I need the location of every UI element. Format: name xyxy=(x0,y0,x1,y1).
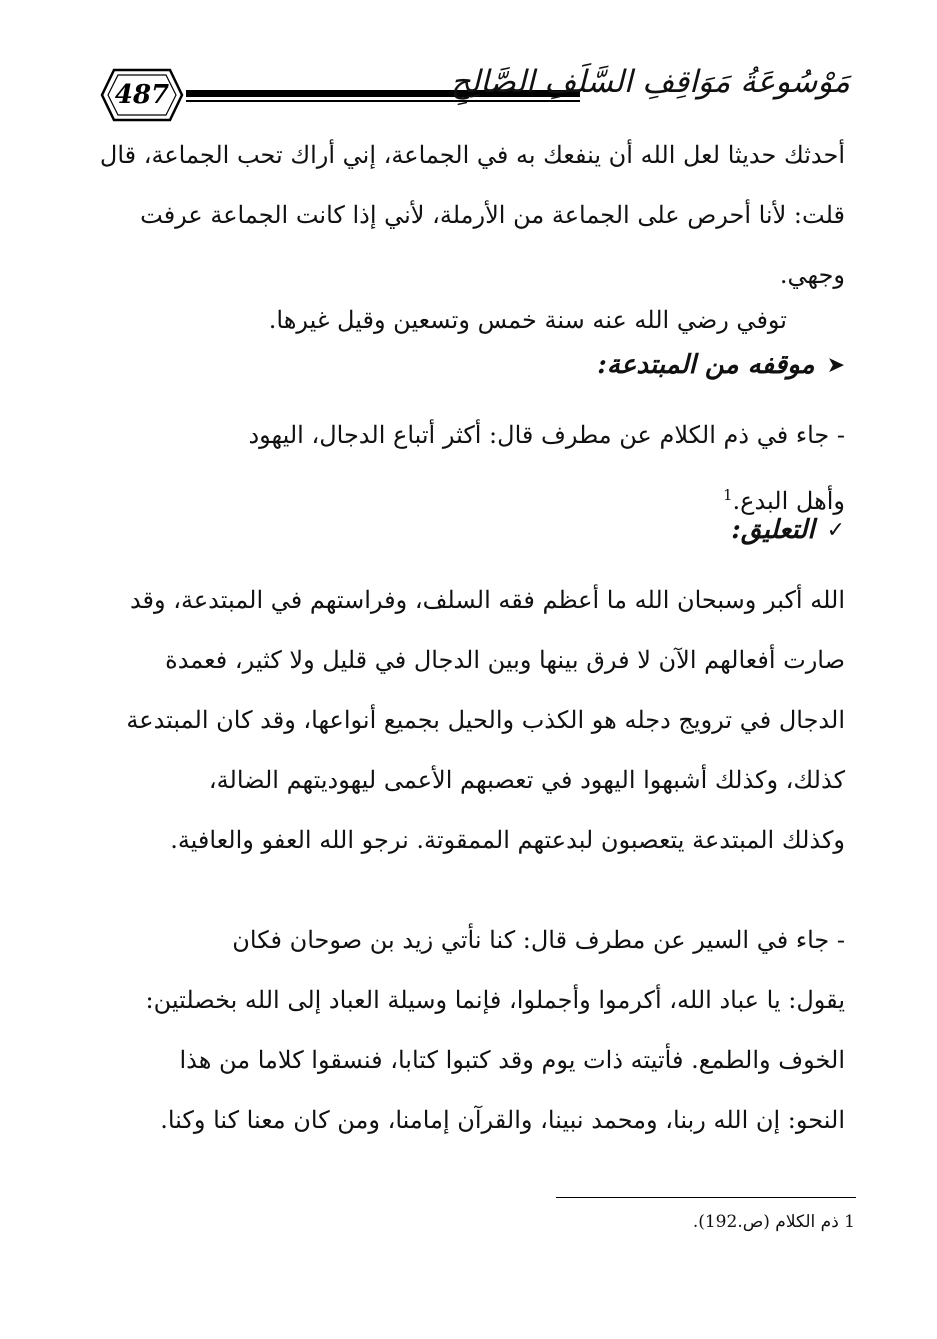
arrowhead-icon: ➤ xyxy=(826,352,845,378)
text-line: - جاء في السير عن مطرف قال: كنا نأتي زيد بن صوحان فكان xyxy=(232,926,845,954)
paragraph-1 xyxy=(100,125,845,305)
page-number: 487 xyxy=(114,80,170,110)
heading-text: التعليق: xyxy=(731,515,815,545)
paragraph-5 xyxy=(100,910,845,1150)
footnote-number: 1 xyxy=(844,1212,855,1232)
text-line-content: وأهل البدع. xyxy=(732,487,845,515)
text-line: الله أكبر وسبحان الله ما أعظم فقه السلف، وفراستهم في المبتدعة، وقد xyxy=(129,586,845,614)
section-heading-stance xyxy=(597,350,845,380)
page-number-badge xyxy=(100,66,184,124)
header-rule-thin xyxy=(186,100,580,102)
footnote-text: ذم الكلام (ص.192). xyxy=(692,1212,839,1232)
paragraph-3 xyxy=(100,405,845,525)
paragraph-2 xyxy=(100,290,787,350)
text-line: - جاء في ذم الكلام عن مطرف قال: أكثر أتباع الدجال، اليهود xyxy=(248,421,845,449)
text-line: أحدثك حديثا لعل الله أن ينفعك به في الجماعة، إني أراك تحب الجماعة، قال xyxy=(99,141,845,169)
footnote xyxy=(693,1212,855,1232)
heading-text: موقفه من المبتدعة: xyxy=(597,350,815,380)
text-line: وكذلك المبتدعة يتعصبون لبدعتهم الممقوتة. نرجو الله العفو والعافية. xyxy=(170,826,845,854)
section-heading-commentary xyxy=(731,515,845,545)
text-line: يقول: يا عباد الله، أكرموا وأجملوا، فإنما وسيلة العباد إلى الله بخصلتين: xyxy=(145,986,845,1014)
text-line: وجهي. xyxy=(779,261,845,289)
text-line: صارت أفعالهم الآن لا فرق بينها وبين الدجال في قليل ولا كثير، فعمدة xyxy=(165,646,845,674)
paragraph-4 xyxy=(100,570,845,870)
checkmark-icon: ✓ xyxy=(826,517,845,543)
text-line: الخوف والطمع. فأتيته ذات يوم وقد كتبوا كتابا، فنسقوا كلاما من هذا xyxy=(179,1046,845,1074)
text-line: كذلك، وكذلك أشبهوا اليهود في تعصبهم الأعمى ليهوديتهم الضالة، xyxy=(208,766,845,794)
text-line: توفي رضي الله عنه سنة خمس وتسعين وقيل غيرها. xyxy=(268,306,787,334)
text-line: قلت: لأنا أحرص على الجماعة من الأرملة، لأني إذا كانت الجماعة عرفت xyxy=(140,201,845,229)
text-line: النحو: إن الله ربنا، ومحمد نبينا، والقرآن إمامنا، ومن كان معنا كنا وكنا. xyxy=(160,1106,845,1134)
footnote-reference: 1 xyxy=(722,486,733,504)
footnote-divider xyxy=(556,1197,856,1198)
text-line: الدجال في ترويج دجله هو الكذب والحيل بجميع أنواعها، وقد كان المبتدعة xyxy=(126,706,845,734)
book-title: مَوْسُوعَةُ مَوَاقِفِ السَّلَفِ الصَّالِحِ xyxy=(450,64,850,100)
